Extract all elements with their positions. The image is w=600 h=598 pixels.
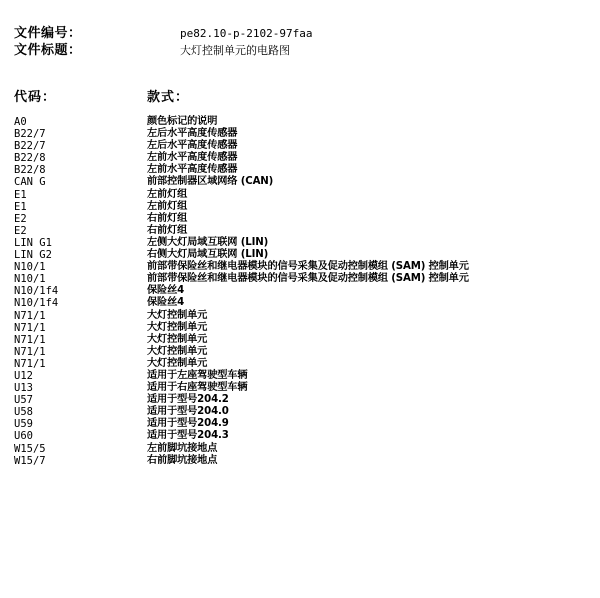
table-row	[14, 358, 594, 370]
component-code: N71/1	[14, 321, 46, 334]
component-description: 适用于右座驾驶型车辆	[147, 382, 248, 394]
component-code: W15/7	[14, 454, 46, 467]
table-row	[14, 237, 594, 249]
component-code: B22/7	[14, 140, 46, 153]
component-code: U59	[14, 418, 33, 431]
table-row	[14, 334, 594, 346]
table-row	[14, 164, 594, 176]
table-row	[14, 152, 594, 164]
table-row	[14, 346, 594, 358]
component-code: B22/7	[14, 128, 46, 141]
component-code: N10/1	[14, 261, 46, 274]
component-code: E2	[14, 212, 27, 225]
table-row	[14, 201, 594, 213]
component-code: W15/5	[14, 442, 46, 455]
table-row	[14, 128, 594, 140]
table-row	[14, 273, 594, 285]
table-row	[14, 382, 594, 394]
component-code: N71/1	[14, 345, 46, 358]
component-description: 左后水平高度传感器	[147, 140, 238, 152]
component-description: 左侧大灯局域互联网 (LIN)	[147, 236, 269, 248]
table-row	[14, 140, 594, 152]
table-row	[14, 261, 594, 273]
doc-number-label: 文件编号：	[14, 26, 82, 41]
component-description: 前部控制器区域网络 (CAN)	[147, 176, 274, 188]
component-code: N71/1	[14, 333, 46, 346]
table-row	[14, 249, 594, 261]
component-code: U13	[14, 382, 33, 395]
table-row	[14, 310, 594, 322]
component-code: N71/1	[14, 309, 46, 322]
table-row	[14, 370, 594, 382]
doc-title-label: 文件标题：	[14, 43, 82, 58]
component-description: 大灯控制单元	[147, 309, 208, 321]
component-description: 适用于型号204.3	[147, 430, 229, 442]
component-description: 适用于型号204.0	[147, 406, 229, 418]
component-description: 保险丝4	[147, 285, 185, 297]
table-header	[14, 86, 594, 105]
component-code: B22/8	[14, 164, 46, 177]
component-description: 左前水平高度传感器	[147, 152, 238, 164]
table-row	[14, 285, 594, 297]
table-row	[14, 418, 594, 430]
component-description: 大灯控制单元	[147, 321, 208, 333]
table-row	[14, 430, 594, 442]
table-row	[14, 406, 594, 418]
table-row	[14, 176, 594, 188]
table-row	[14, 394, 594, 406]
component-description: 前部带保险丝和继电器模块的信号采集及促动控制模组 (SAM) 控制单元	[147, 261, 469, 273]
component-description: 右前灯组	[147, 212, 188, 224]
component-code: U58	[14, 406, 33, 419]
component-description: 左前灯组	[147, 188, 188, 200]
component-description: 大灯控制单元	[147, 357, 208, 369]
component-description: 右前脚坑接地点	[147, 454, 218, 466]
component-description: 适用于左座驾驶型车辆	[147, 369, 248, 381]
table-row	[14, 455, 594, 467]
table-row	[14, 189, 594, 201]
column-header-description: 款式：	[147, 90, 190, 105]
component-code: E1	[14, 188, 27, 201]
table-row	[14, 297, 594, 309]
component-description: 左后水平高度传感器	[147, 128, 238, 140]
component-description: 右前灯组	[147, 224, 188, 236]
component-code: N71/1	[14, 357, 46, 370]
component-code: N10/1	[14, 273, 46, 286]
component-code: LIN G2	[14, 249, 52, 262]
component-description: 左前脚坑接地点	[147, 442, 218, 454]
component-code: CAN G	[14, 176, 46, 189]
component-description: 适用于型号204.9	[147, 418, 229, 430]
component-code: N10/1f4	[14, 285, 59, 298]
document	[14, 22, 594, 467]
doc-title-row	[14, 39, 594, 56]
table-row	[14, 213, 594, 225]
component-description: 大灯控制单元	[147, 333, 208, 345]
component-code: U12	[14, 369, 33, 382]
table-row	[14, 116, 594, 128]
doc-number-row	[14, 22, 594, 39]
component-code: N10/1f4	[14, 297, 59, 310]
doc-title-value: 大灯控制单元的电路图	[180, 44, 290, 57]
component-code: E2	[14, 224, 27, 237]
table-row	[14, 225, 594, 237]
component-description: 大灯控制单元	[147, 345, 208, 357]
component-code: LIN G1	[14, 236, 52, 249]
component-description: 左前水平高度传感器	[147, 164, 238, 176]
component-code: E1	[14, 200, 27, 213]
component-description: 右侧大灯局域互联网 (LIN)	[147, 249, 269, 261]
component-description: 左前灯组	[147, 200, 188, 212]
component-code: U57	[14, 394, 33, 407]
component-description: 前部带保险丝和继电器模块的信号采集及促动控制模组 (SAM) 控制单元	[147, 273, 469, 285]
table-row	[14, 443, 594, 455]
table-row	[14, 322, 594, 334]
component-description: 颜色标记的说明	[147, 116, 218, 127]
column-header-code: 代码：	[14, 90, 57, 105]
component-code: U60	[14, 430, 33, 443]
component-description: 适用于型号204.2	[147, 394, 229, 406]
legend-table	[14, 116, 594, 467]
component-code: A0	[14, 116, 27, 128]
doc-number-value: pe82.10-p-2102-97faa	[180, 27, 313, 40]
component-code: B22/8	[14, 152, 46, 165]
component-description: 保险丝4	[147, 297, 185, 309]
